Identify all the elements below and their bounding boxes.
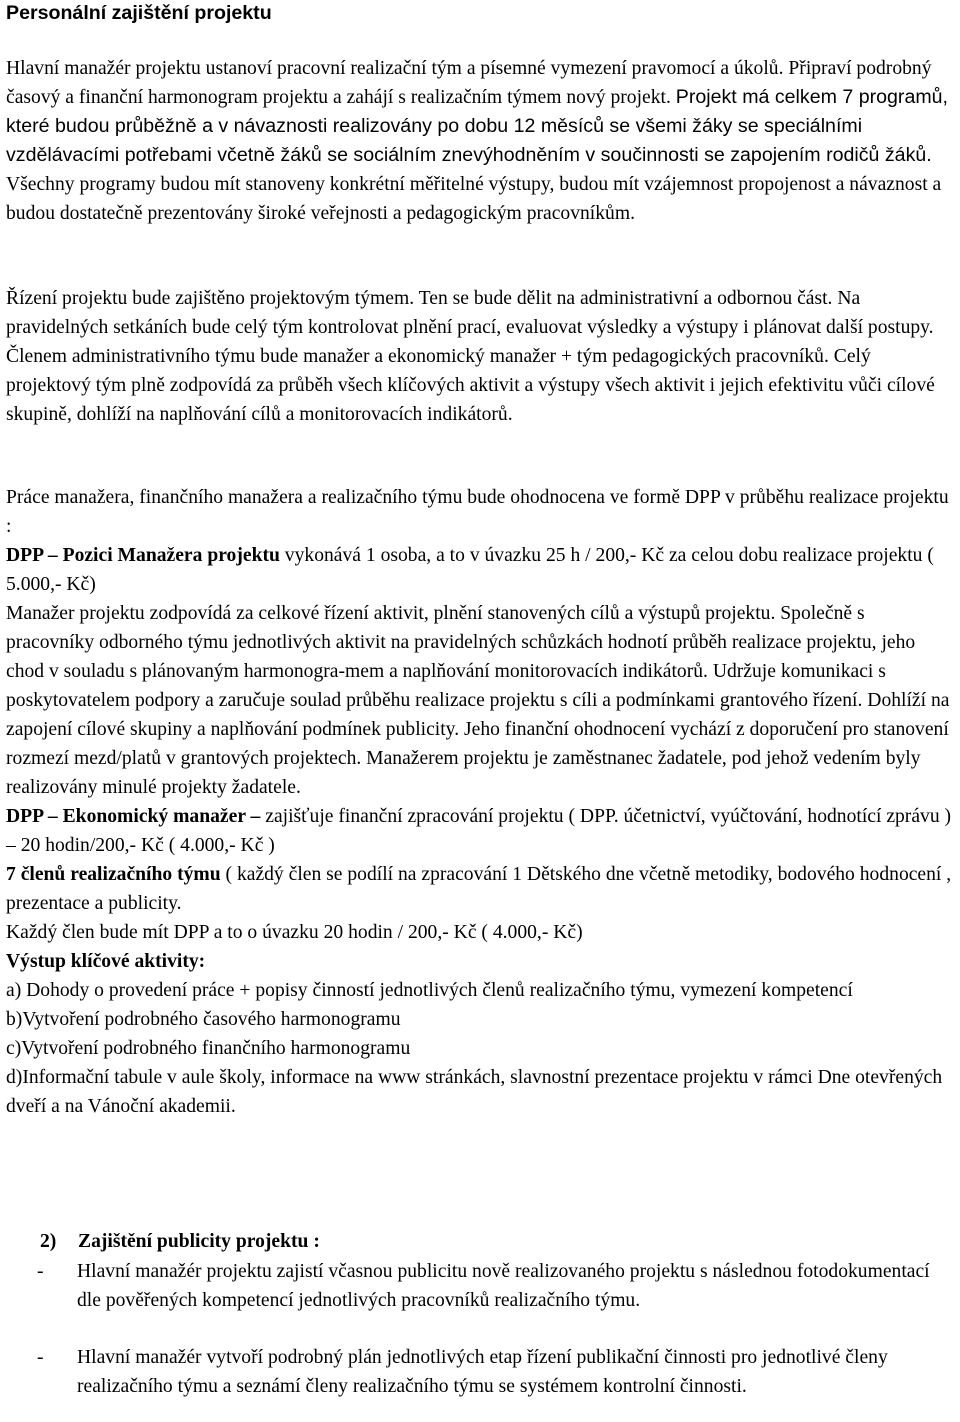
output-item: c)Vytvoření podrobného finančního harmonogramu [6,1038,411,1059]
output-item: b)Vytvoření podrobného časového harmonogramu [6,1009,401,1030]
section-heading [40,1227,320,1256]
team-members-terms: ( každý člen se podílí na zpracování 1 Dětského dne včetně metodiky, bodového hodnocení , prezentace a publicity. [6,864,952,914]
team-members-heading: 7 členů realizačního týmu [6,864,221,885]
p1-sentence-2: Projekt má celkem 7 programů, které budou průběžně a v návaznosti realizovány po dobu 12 měsíců se všemi žáky se speciálními vzdělávacími potřebami včetně žáků se sociálním znevýhodněním v součinnosti se zapojením rodičů žáků. [6,86,949,166]
manager-description: Manažer projektu zodpovídá za celkové řízení aktivit, plnění stanovených cílů a výstupů projektu. Společně s pracovníky odborného týmu jednotlivých aktivit na pravidelných schůzkách hodnotí průběh realizace projektu, jeho chod v souladu s plánovaným harmonogra-mem a naplňování monitorovacích indikátorů. Udržuje komunikaci s poskytovatelem podpory a zaručuje soulad průběhu realizace projektu s cíli a podmínkami grantového řízení. Dohlíží na zapojení cílové skupiny a naplňování podmínek publicity. Jeho finanční ohodnocení vychází z doporučení pro stanovení rozmezí mezd/platů v grantových projektech. Manažerem projektu je zaměstnanec žadatele, pod jehož vedením byly realizovány minulé projekty žadatele. [6,603,950,798]
p1-sentence-1: Hlavní manažér projektu ustanoví pracovní realizační tým a písemné vymezení pravomocí a úkolů. Připraví podrobný časový a finanční harmonogram projektu a zahájí s realizačním týmem nový projekt. [6,58,932,108]
document-title: Personální zajištění projektu [6,2,272,24]
dpp-economic-terms: zajišťuje finanční zpracování projektu ( DPP. účetnictví, vyúčtování, hodnotící zprávu ) – 20 hodin/200,- Kč ( 4.000,- Kč ) [6,806,952,856]
dpp-economic-heading: DPP – Ekonomický manažer – [6,806,261,827]
dash-bullet: - [37,1261,44,1282]
section-title: Zajištění publicity projektu : [78,1231,320,1252]
p2-text: Řízení projektu bude zajištěno projektovým týmem. Ten se bude dělit na administrativní a odbornou část. Na pravidelných setkáních bude celý tým kontrolovat plnění prací, evaluovat výsledky a výstupy i plánovat další postupy. Členem administrativního týmu bude manažer a ekonomický manažer + tým pedagogických pracovníků. Celý projektový tým plně zodpovídá za průběh všech klíčových aktivit a výstupy všech aktivit i jejich efektivitu vůči cílové skupině, dohlíží na naplňování cílů a monitorovacích indikátorů. [6,288,935,425]
output-item: d)Informační tabule v aule školy, informace na www stránkách, slavnostní prezentace projektu v rámci Dne otevřených dveří a na Vánoční akademii. [6,1067,943,1117]
output-item: a) Dohody o provedení práce + popisy činností jednotlivých členů realizačního týmu, vymezení kompetencí [6,980,853,1001]
team-dpp-terms: Každý člen bude mít DPP a to o úvazku 20 hodin / 200,- Kč ( 4.000,- Kč) [6,922,583,943]
dpp-manager-heading: DPP – Pozici Manažera projektu [6,545,280,566]
list-item [37,1257,957,1315]
output-heading: Výstup klíčové aktivity: [6,951,206,972]
paragraph-compensation [6,483,956,1121]
dpp-manager-terms: vykonává 1 osoba, a to v úvazku 25 h / 200,- Kč za celou dobu realizace projektu ( 5.000,- Kč) [6,545,934,595]
dash-bullet: - [37,1347,44,1368]
list-item-text: Hlavní manažér projektu zajistí včasnou publicitu nově realizovaného projektu s následnou fotodokumentací dle pověřených kompetencí jednotlivých pracovníků realizačního týmu. [77,1261,930,1311]
p1-sentence-3: Všechny programy budou mít stanoveny konkrétní měřitelné výstupy, budou mít vzájemnost propojenost a návaznost a budou dostatečně prezentovány široké veřejnosti a pedagogickým pracovníkům. [6,174,942,224]
list-item [37,1343,957,1401]
list-item-text: Hlavní manažér vytvoří podrobný plán jednotlivých etap řízení publikační činnosti pro jednotlivé členy realizačního týmu a seznámí členy realizačního týmu se systémem kontrolní činnosti. [77,1347,888,1397]
section-number: 2) [40,1231,57,1252]
paragraph-team-setup [6,54,956,228]
p3-intro: Práce manažera, finančního manažera a realizačního týmu bude ohodnocena ve formě DPP v průběhu realizace projektu : [6,487,949,537]
paragraph-project-management [6,284,956,429]
